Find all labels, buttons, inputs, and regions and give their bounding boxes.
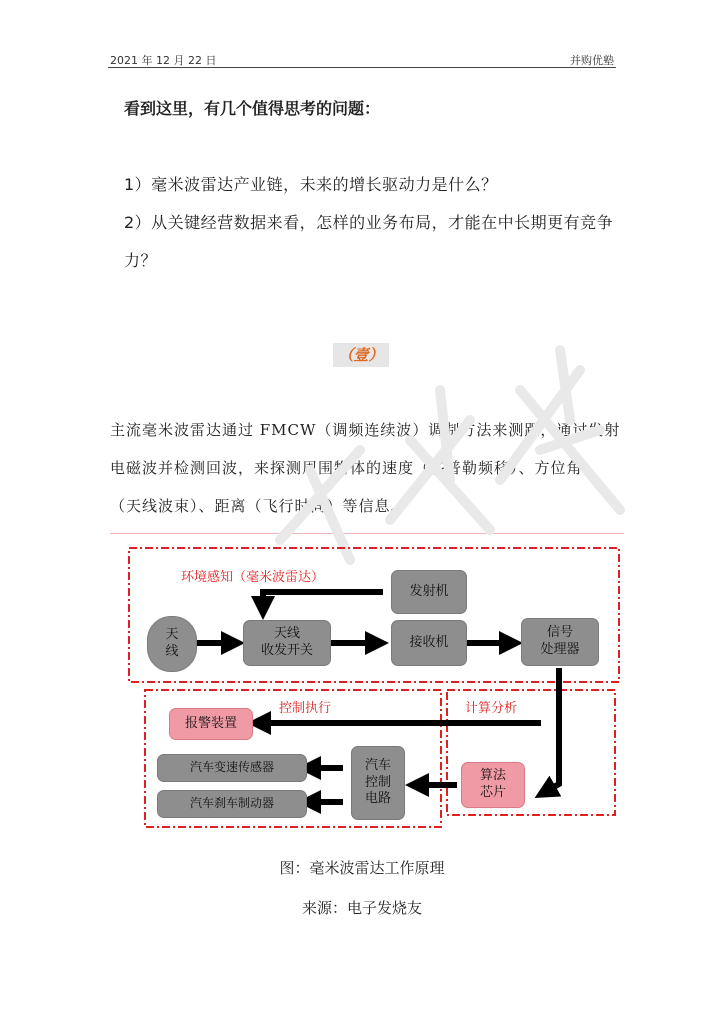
question-2-line-1: 2）从关键经营数据来看，怎样的业务布局，才能在中长期更有竞争 <box>124 213 614 232</box>
alarm-box: 报警装置 <box>169 708 253 740</box>
source-caption: 来源：电子发烧友 <box>301 899 422 917</box>
chip-label-2: 芯片 <box>479 785 506 800</box>
transmission-sensor-box: 汽车变速传感器 <box>157 754 307 782</box>
content-divider <box>110 533 624 534</box>
chip-label-1: 算法 <box>479 768 506 784</box>
body-line-3: （天线波束）、距离（飞行时间）等信息。 <box>110 497 407 515</box>
circuit-label-3: 电路 <box>364 791 391 807</box>
body-line-2: 电磁波并检测回波，来探测周围物体的速度（多普勒频移）、方位角 <box>110 459 583 477</box>
transmitter-box: 发射机 <box>391 570 467 614</box>
radar-principle-diagram <box>125 540 625 835</box>
antenna-switch-box <box>243 620 331 666</box>
header-brand: 并购优塾 <box>570 54 614 67</box>
control-circuit-box <box>351 746 405 820</box>
group-label-environment: 环境感知（毫米波雷达） <box>181 570 325 585</box>
antenna-label-2: 线 <box>165 644 179 659</box>
signal-processor-box <box>521 618 599 666</box>
body-line-1: 主流毫米波雷达通过 FMCW（调频连续波）调制方法来测距，通过发射 <box>110 421 621 439</box>
brake-actuator-box: 汽车刹车制动器 <box>157 790 307 818</box>
questions-heading: 看到这里，有几个值得思考的问题： <box>124 99 381 118</box>
switch-label-1: 天线 <box>273 626 300 642</box>
antenna-label-1: 天 <box>165 627 179 643</box>
receiver-box: 接收机 <box>391 620 467 666</box>
circuit-label-1: 汽车 <box>364 757 391 773</box>
processor-label-1: 信号 <box>546 625 573 641</box>
watermark-graphic <box>240 330 660 570</box>
antenna-box <box>147 616 197 672</box>
question-2-line-2: 力？ <box>124 251 158 270</box>
switch-label-2: 收发开关 <box>260 643 313 658</box>
group-label-control: 控制执行 <box>279 701 332 716</box>
question-1: 1）毫米波雷达产业链，未来的增长驱动力是什么？ <box>124 175 498 194</box>
figure-caption: 图：毫米波雷达工作原理 <box>279 859 445 877</box>
processor-label-2: 处理器 <box>540 642 580 657</box>
group-label-compute: 计算分析 <box>465 701 518 716</box>
header-date: 2021 年 12 月 22 日 <box>110 54 217 67</box>
section-mark: （壹） <box>333 343 389 367</box>
algorithm-chip-box <box>461 762 525 808</box>
header-divider <box>108 67 616 68</box>
circuit-label-2: 控制 <box>364 774 391 790</box>
